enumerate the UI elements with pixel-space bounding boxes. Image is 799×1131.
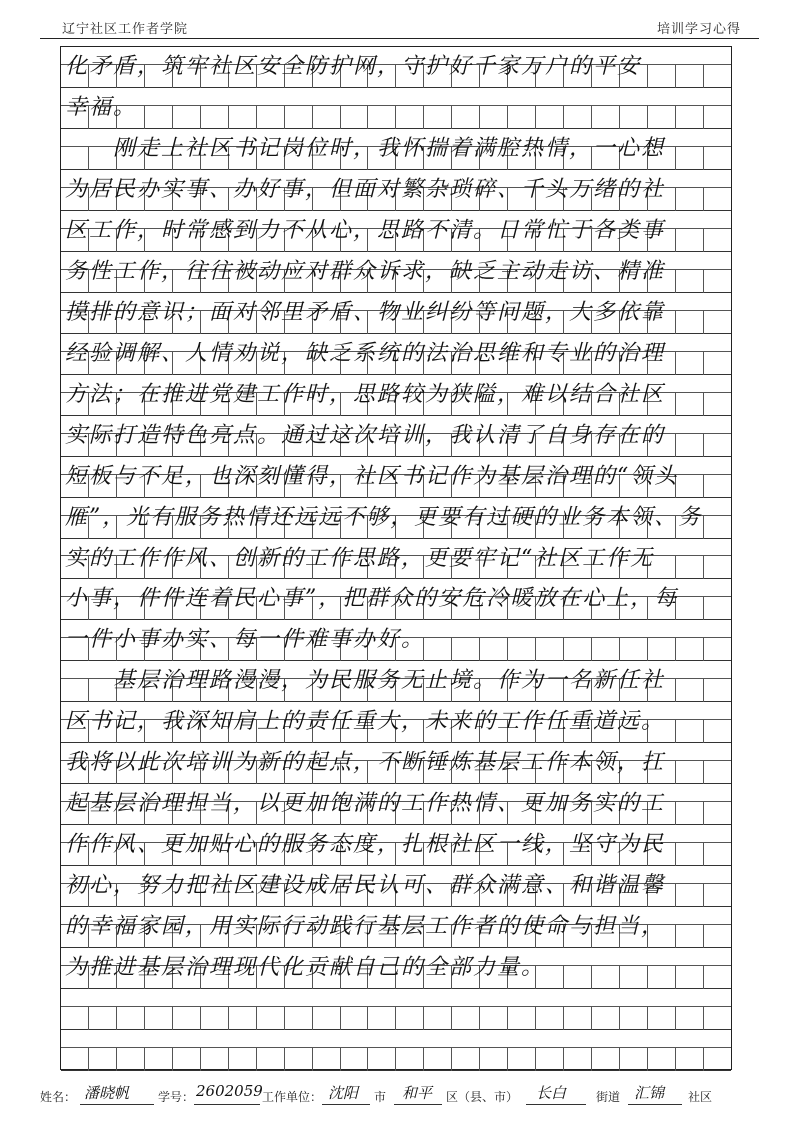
handwritten-text: 为推进基层治理现代化贡献自己的全部力量。 — [65, 955, 546, 981]
handwritten-text: 为居民办实事、办好事，但面对繁杂琐碎、千头万绪的社 — [65, 176, 666, 202]
handwritten-text: 作作风、更加贴心的服务态度，扎根社区一线，坚守为民 — [65, 832, 666, 858]
handwritten-text: 我将以此次培训为新的起点，不断锤炼基层工作本领，扛 — [65, 750, 666, 776]
document-type: 培训学习心得 — [656, 22, 741, 37]
manuscript-line — [61, 129, 731, 170]
student-id-label: 学号： — [158, 1090, 195, 1104]
manuscript-line — [61, 784, 731, 825]
name-underline — [80, 1104, 154, 1105]
handwritten-text: 化矛盾，筑牢社区安全防护网，守护好千家万户的平安 — [65, 54, 642, 79]
handwritten-text: 一件小事办实、每一件难事办好。 — [65, 627, 426, 653]
manuscript-line — [61, 825, 731, 866]
manuscript-line — [61, 620, 731, 661]
handwritten-text: 务性工作，往往被动应对群众诉求，缺乏主动走访、精准 — [65, 258, 666, 284]
handwritten-text: 雁”，光有服务热情还远远不够，更要有过硬的业务本领、务 — [65, 504, 703, 530]
city-value: 沈阳 — [328, 1084, 359, 1102]
handwritten-text: 小事，件件连着民心事”，把群众的安危冷暖放在心上，每 — [65, 586, 679, 612]
manuscript-line — [61, 702, 731, 743]
manuscript-line — [61, 211, 731, 252]
district-suffix: 区（县、市） — [446, 1090, 519, 1104]
manuscript-grid — [60, 46, 732, 1070]
handwritten-text: 实的工作作风、创新的工作思路，更要牢记“社区工作无 — [65, 545, 655, 571]
handwritten-text: 摸排的意识；面对邻里矛盾、物业纠纷等问题，大多依靠 — [65, 299, 666, 325]
handwritten-text: 方法；在推进党建工作时，思路较为狭隘，难以结合社区 — [65, 381, 666, 407]
handwritten-text — [65, 1030, 727, 1071]
handwritten-text: 幸福。 — [65, 94, 138, 120]
city-underline — [322, 1104, 370, 1105]
manuscript-line — [61, 661, 731, 702]
manuscript-line — [61, 539, 731, 580]
district-underline — [394, 1104, 442, 1105]
manuscript-line — [61, 416, 731, 457]
handwritten-text: 的幸福家园，用实际行动践行基层工作者的使命与担当， — [65, 914, 666, 940]
handwritten-text: 起基层治理担当，以更加饱满的工作热情、更加务实的工 — [65, 791, 666, 817]
student-id-value: 2602059 — [196, 1082, 263, 1100]
street-value: 长白 — [536, 1084, 567, 1102]
street-suffix: 街道 — [596, 1090, 621, 1104]
manuscript-line — [61, 907, 731, 948]
manuscript-line — [61, 334, 731, 375]
community-underline — [628, 1104, 682, 1105]
page-footer — [40, 1076, 759, 1110]
handwritten-text: 区书记，我深知肩上的责任重大，未来的工作任重道远。 — [65, 709, 666, 735]
handwritten-text: 经验调解、人情劝说，缺乏系统的法治思维和专业的治理 — [65, 340, 666, 366]
manuscript-line — [61, 989, 731, 1030]
handwritten-text: 基层治理路漫漫，为民服务无止境。作为一名新任社 — [65, 668, 666, 694]
handwritten-text: 初心，努力把社区建设成居民认可、群众满意、和谐温馨 — [65, 873, 666, 899]
street-underline — [526, 1104, 586, 1105]
manuscript-line — [61, 498, 731, 539]
manuscript-line — [61, 579, 731, 620]
student-id-underline — [194, 1104, 260, 1105]
manuscript-line — [61, 948, 731, 989]
community-value: 汇锦 — [634, 1084, 665, 1102]
manuscript-line — [61, 866, 731, 907]
manuscript-line — [61, 170, 731, 211]
handwritten-text: 刚走上社区书记岗位时，我怀揣着满腔热情，一心想 — [65, 135, 666, 161]
institution-name: 辽宁社区工作者学院 — [62, 22, 189, 37]
header-divider — [40, 38, 759, 39]
handwritten-text — [65, 989, 727, 1030]
handwritten-text: 实际打造特色亮点。通过这次培训，我认清了自身存在的 — [65, 422, 666, 448]
manuscript-line — [61, 457, 731, 498]
manuscript-line — [61, 375, 731, 416]
manuscript-line — [61, 293, 731, 334]
work-unit-label: 工作单位： — [262, 1090, 323, 1104]
handwritten-text: 短板与不足，也深刻懂得，社区书记作为基层治理的“领头 — [65, 463, 679, 489]
manuscript-line — [61, 1030, 731, 1071]
city-suffix: 市 — [374, 1090, 387, 1104]
handwritten-text: 区工作，时常感到力不从心，思路不清。日常忙于各类事 — [65, 217, 666, 243]
manuscript-line — [61, 743, 731, 784]
manuscript-line — [61, 88, 731, 129]
manuscript-line — [61, 47, 731, 88]
district-value: 和平 — [402, 1084, 433, 1102]
community-suffix: 社区 — [688, 1090, 713, 1104]
page-header — [40, 16, 759, 38]
manuscript-line — [61, 252, 731, 293]
name-label: 姓名： — [40, 1090, 77, 1104]
name-value: 潘晓帆 — [84, 1084, 130, 1102]
